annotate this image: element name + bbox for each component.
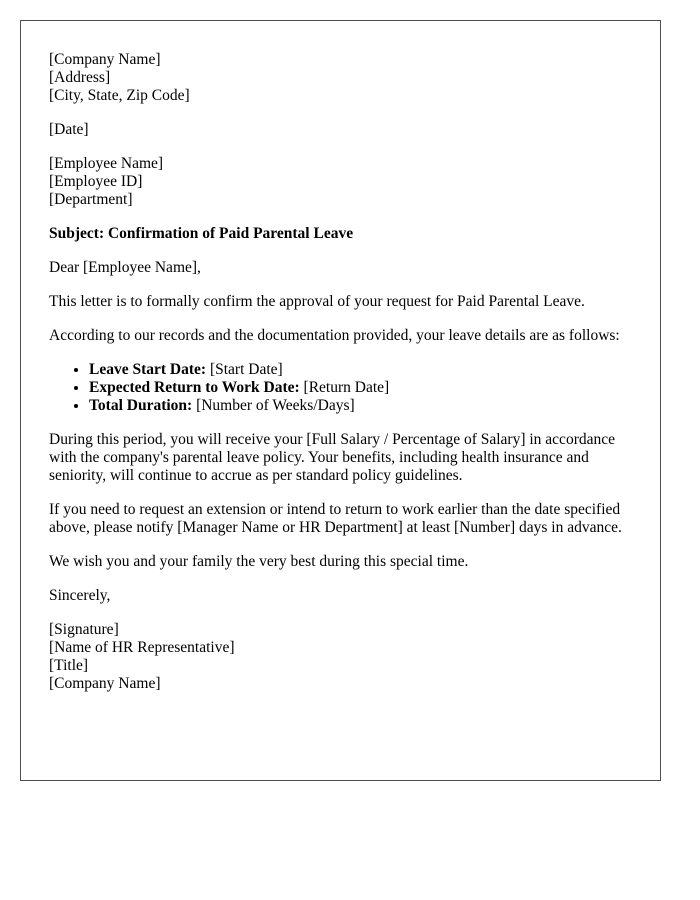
recipient-block bbox=[49, 155, 632, 209]
sender-city-state-zip: [City, State, Zip Code] bbox=[49, 87, 190, 104]
date-block bbox=[49, 121, 632, 139]
salutation: Dear [Employee Name], bbox=[49, 259, 201, 276]
signer-title: [Title] bbox=[49, 657, 89, 674]
signature-placeholder: [Signature] bbox=[49, 621, 119, 638]
leave-details-list bbox=[49, 361, 632, 415]
leave-detail-label: Leave Start Date: bbox=[89, 361, 207, 378]
signature-block bbox=[49, 621, 632, 693]
letter-date: [Date] bbox=[49, 121, 89, 138]
letter-document bbox=[20, 20, 661, 781]
recipient-employee-name: [Employee Name] bbox=[49, 155, 164, 172]
leave-detail-label: Expected Return to Work Date: bbox=[89, 379, 300, 396]
leave-detail-item bbox=[89, 379, 632, 397]
leave-detail-item bbox=[89, 397, 632, 415]
closing: Sincerely, bbox=[49, 587, 111, 604]
sender-address: [Address] bbox=[49, 69, 111, 86]
extension-paragraph: If you need to request an extension or intend to return to work earlier than the date specified above, please notify [Manager Name or HR Department] at least [Number] days in advance. bbox=[49, 501, 622, 536]
wishes-paragraph: We wish you and your family the very best during this special time. bbox=[49, 553, 469, 570]
signer-name: [Name of HR Representative] bbox=[49, 639, 235, 656]
leave-detail-label: Total Duration: bbox=[89, 397, 193, 414]
leave-detail-value: [Number of Weeks/Days] bbox=[192, 397, 355, 414]
signer-company-name: [Company Name] bbox=[49, 675, 161, 692]
sender-company-name: [Company Name] bbox=[49, 51, 161, 68]
leave-detail-value: [Start Date] bbox=[206, 361, 283, 378]
records-paragraph: According to our records and the documentation provided, your leave details are as follows: bbox=[49, 327, 620, 344]
intro-paragraph: This letter is to formally confirm the approval of your request for Paid Parental Leave. bbox=[49, 293, 585, 310]
subject-line: Subject: Confirmation of Paid Parental Leave bbox=[49, 225, 354, 242]
salary-paragraph: During this period, you will receive your [Full Salary / Percentage of Salary] in accordance with the company's parental leave policy. Your benefits, including health insurance and seniority, will continue to accrue as per standard policy guidelines. bbox=[49, 431, 615, 484]
sender-address-block bbox=[49, 51, 632, 105]
leave-detail-value: [Return Date] bbox=[299, 379, 390, 396]
recipient-employee-id: [Employee ID] bbox=[49, 173, 143, 190]
leave-detail-item bbox=[89, 361, 632, 379]
recipient-department: [Department] bbox=[49, 191, 133, 208]
